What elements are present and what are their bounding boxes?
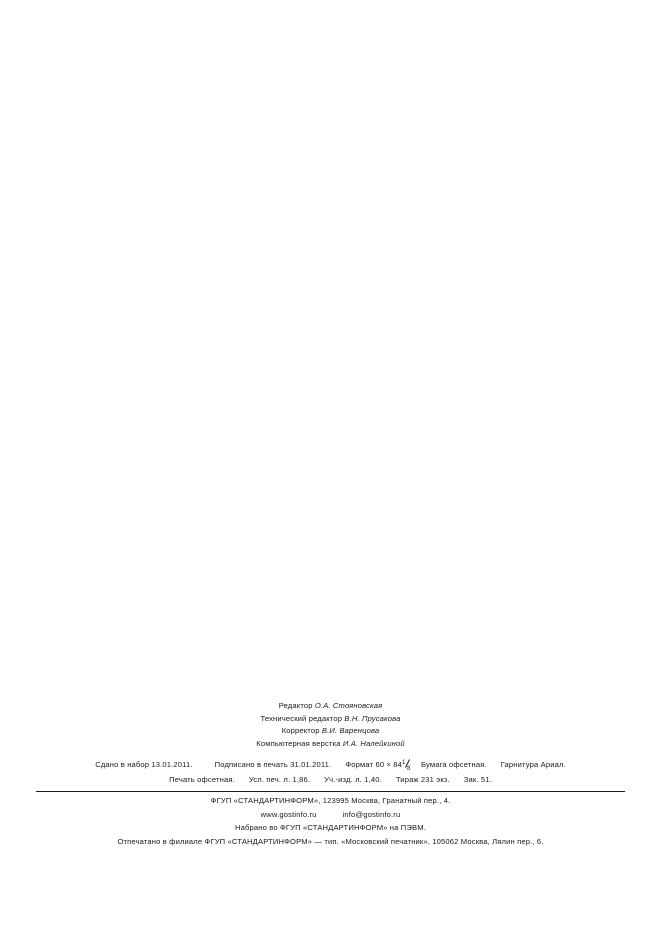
- horizontal-rule: [36, 791, 625, 792]
- imprint-usl-sheets: Усл. печ. л. 1,86.: [248, 775, 311, 784]
- imprint-format-fraction: [402, 761, 413, 770]
- credit-editor-role: Редактор: [278, 701, 315, 710]
- imprint-line-2: [0, 772, 661, 787]
- credit-technical-editor-name: В.Н. Прусакова: [344, 713, 401, 723]
- imprint-line-1: [0, 757, 661, 772]
- imprint-order-number: Зак. 51.: [463, 775, 492, 784]
- imprint-printing: Печать офсетная.: [169, 775, 235, 784]
- imprint-circulation: Тираж 231 экз.: [395, 775, 450, 784]
- publisher-contacts: [0, 808, 661, 822]
- imprint-signed: Подписано в печать 31.01.2011.: [214, 760, 332, 769]
- credit-corrector-name: В.И. Варенцова: [321, 726, 380, 736]
- credit-corrector-role: Корректор: [281, 726, 322, 736]
- imprint-uch-sheets: Уч.-изд. л. 1,40.: [324, 775, 382, 784]
- publisher-website[interactable]: www.gostinfo.ru: [260, 809, 317, 819]
- credit-layout-role: Компьютерная верстка: [256, 738, 343, 748]
- credit-editor-name: О.А. Стояновская: [314, 701, 383, 710]
- publisher-block: [0, 794, 661, 848]
- credit-corrector: [0, 725, 661, 738]
- imprint-block: [0, 757, 661, 787]
- publisher-printed-note: Отпечатано в филиале ФГУП «СТАНДАРТИНФОРМ» — тип. «Московский печатник», 105062 Москва, Лялин пер., 6.: [117, 836, 544, 846]
- credit-technical-editor-role: Технический редактор: [260, 713, 345, 723]
- publisher-email[interactable]: info@gostinfo.ru: [342, 809, 401, 819]
- imprint-paper: Бумага офсетная.: [421, 760, 487, 769]
- publisher-typeset-note: Набрано во ФГУП «СТАНДАРТИНФОРМ» на ПЭВМ.: [235, 823, 426, 833]
- credit-technical-editor: [0, 713, 661, 726]
- imprint-format-label: Формат 60 × 84: [345, 760, 403, 769]
- imprint-typeface: Гарнитура Ариал.: [500, 760, 566, 769]
- fraction-denominator: 8: [407, 765, 411, 772]
- colophon-block: [0, 700, 661, 750]
- publisher-address: ФГУП «СТАНДАРТИНФОРМ», 123995 Москва, Гранатный пер., 4.: [210, 796, 451, 805]
- credit-layout-name: И.А. Налейкиной: [342, 738, 405, 748]
- credit-layout: [0, 738, 661, 751]
- credit-editor: [0, 700, 661, 713]
- imprint-submitted: Сдано в набор 13.01.2011.: [95, 760, 193, 769]
- fraction-numerator: 1: [402, 759, 406, 766]
